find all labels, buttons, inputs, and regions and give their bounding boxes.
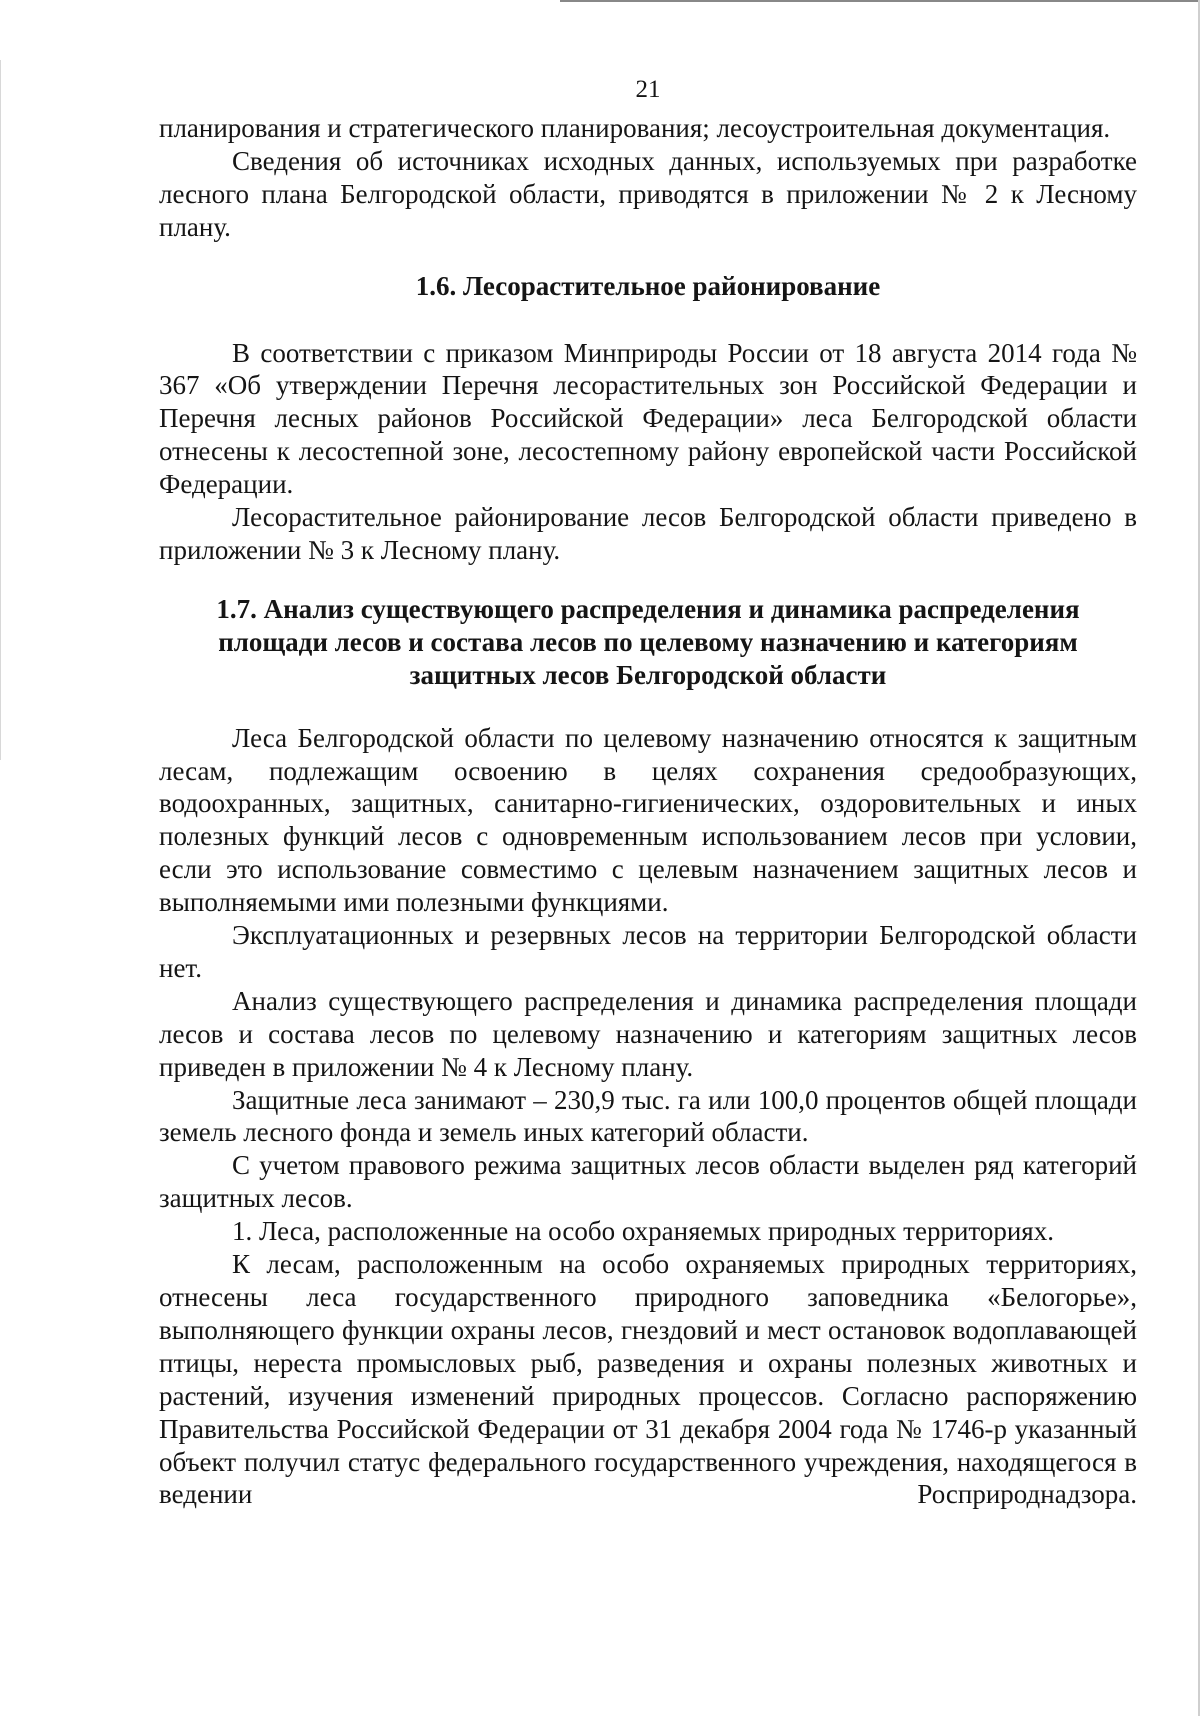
document-page	[159, 70, 1137, 1511]
paragraph-intro-1: планирования и стратегического планирования; лесоустроительная документация.	[159, 113, 1111, 143]
page-number: 21	[635, 76, 661, 103]
paragraph-1-7-2: Эксплуатационных и резервных лесов на территории Белгородской области нет.	[159, 920, 1137, 983]
paragraph-1-7-5: С учетом правового режима защитных лесов области выделен ряд категорий защитных лесов.	[159, 1150, 1137, 1214]
heading-section-1-6: 1.6. Лесорастительное районирование	[415, 270, 881, 301]
paragraph-intro-2: Сведения об источниках исходных данных, используемых при разработке лесного плана Белгородской области, приводятся в приложении № 2 к Лесному плану.	[159, 145, 1137, 242]
scan-edge-left	[0, 60, 1, 760]
heading-section-1-7: 1.7. Анализ существующего распределения и динамика распределения площади лесов и состава лесов по целевому назначению и категориям защитных лесов Белгородской области	[216, 593, 1080, 690]
paragraph-1-6-1: В соответствии с приказом Минприроды России от 18 августа 2014 года № 367 «Об утверждении Перечня лесорастительных зон Российской Федерации и Перечня лесных районов Российской Федерации» леса Белгородской области отнесены к лесостепной зоне, лесостепному району европейской части Российской Федерации.	[159, 337, 1137, 500]
paragraph-1-7-4: Защитные леса занимают – 230,9 тыс. га или 100,0 процентов общей площади земель лесного фонда и земель иных категорий области.	[159, 1084, 1137, 1148]
paragraph-1-7-3: Анализ существующего распределения и динамика распределения площади лесов и состава лесов по целевому назначению и категориям защитных лесов приведен в приложении № 4 к Лесному плану.	[159, 985, 1137, 1082]
scan-edge-top	[560, 0, 1200, 2]
paragraph-1-7-1: Леса Белгородской области по целевому назначению относятся к защитным лесам, подлежащим освоению в целях сохранения средообразующих, водоохранных, защитных, санитарно-гигиенических, оздоровительных и иных полезных функций лесов с одновременным использованием лесов при условии, если это использование совместимо с целевым назначением защитных лесов и выполняемыми ими полезными функциями.	[159, 722, 1137, 918]
paragraph-1-6-2: Лесорастительное районирование лесов Белгородской области приведено в приложении № 3 к Лесному плану.	[159, 502, 1137, 565]
paragraph-1-7-6: 1. Леса, расположенные на особо охраняемых природных территориях.	[232, 1216, 1054, 1247]
paragraph-1-7-7: К лесам, расположенным на особо охраняемых природных территориях, отнесены леса государственного природного заповедника «Белогорье», выполняющего функции охраны лесов, гнездовий и мест остановок водоплавающей птицы, нереста промысловых рыб, разведения и охраны полезных животных и растений, изучения изменений природных процессов. Согласно распоряжению Правительства Российской Федерации от 31 декабря 2004 года № 1746-р указанный объект получил статус федерального государственного учреждения, находящегося в ведении Росприроднадзора.	[159, 1249, 1137, 1510]
